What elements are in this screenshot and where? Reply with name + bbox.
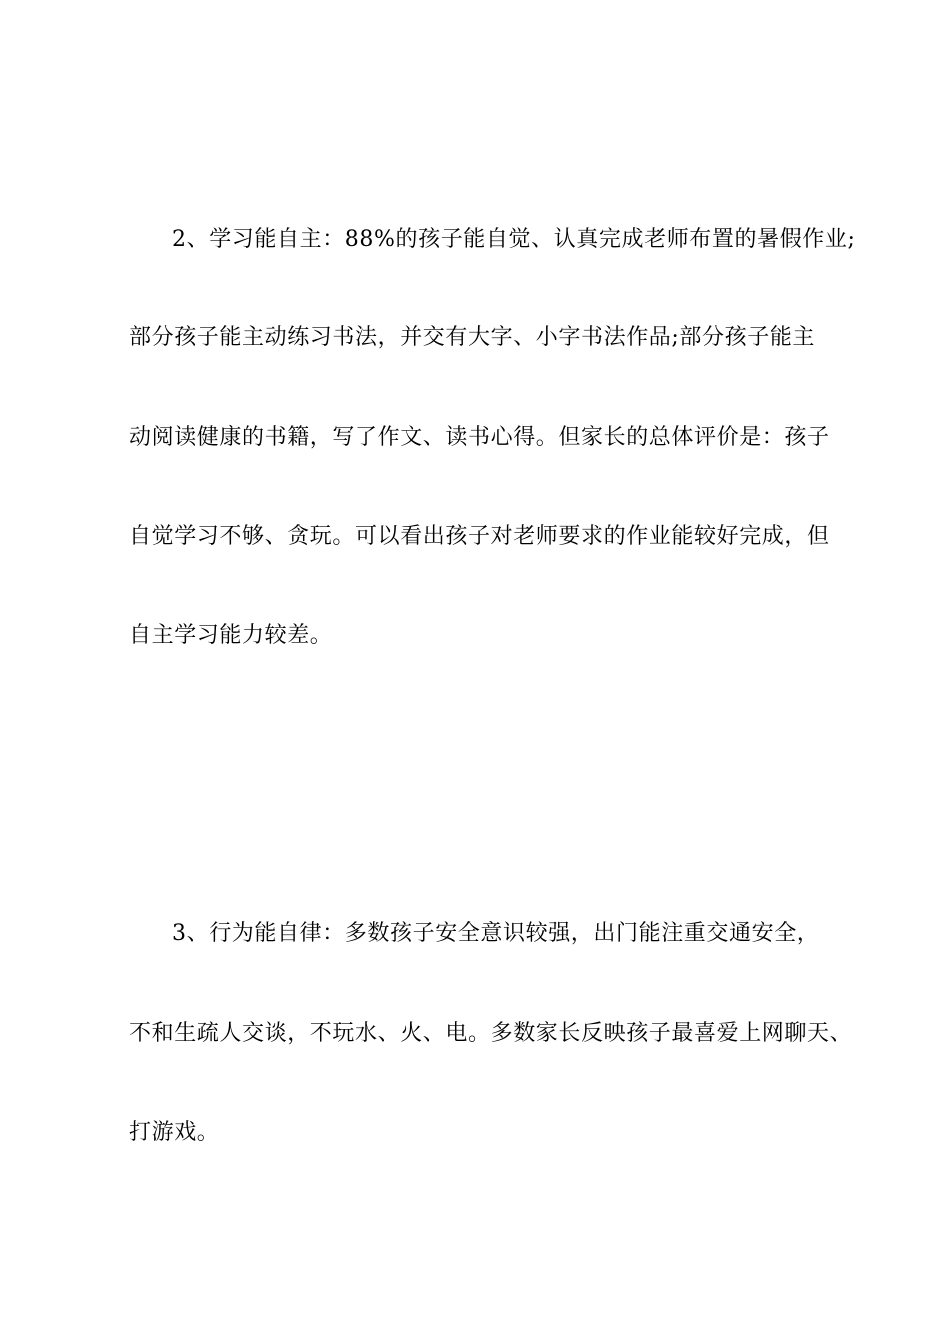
paragraph-3-line-2: 不和生疏人交谈，不玩水、火、电。多数家长反映孩子最喜爱上网聊天、	[129, 1021, 853, 1046]
paragraph-3-line-1: 3、行为能自律：多数孩子安全意识较强，出门能注重交通安全，	[172, 921, 820, 946]
paragraph-3-line-3: 打游戏。	[129, 1120, 220, 1145]
paragraph-2-line-1: 2、学习能自主：88%的孩子能自觉、认真完成老师布置的暑假作业;	[172, 227, 856, 252]
paragraph-2-line-4: 自觉学习不够、贪玩。可以看出孩子对老师要求的作业能较好完成，但	[129, 524, 830, 549]
paragraph-2-line-5: 自主学习能力较差。	[129, 623, 333, 648]
paragraph-2-line-3: 动阅读健康的书籍，写了作文、读书心得。但家长的总体评价是：孩子	[129, 425, 830, 450]
paragraph-2-line-2: 部分孩子能主动练习书法，并交有大字、小字书法作品;部分孩子能主	[129, 325, 816, 350]
